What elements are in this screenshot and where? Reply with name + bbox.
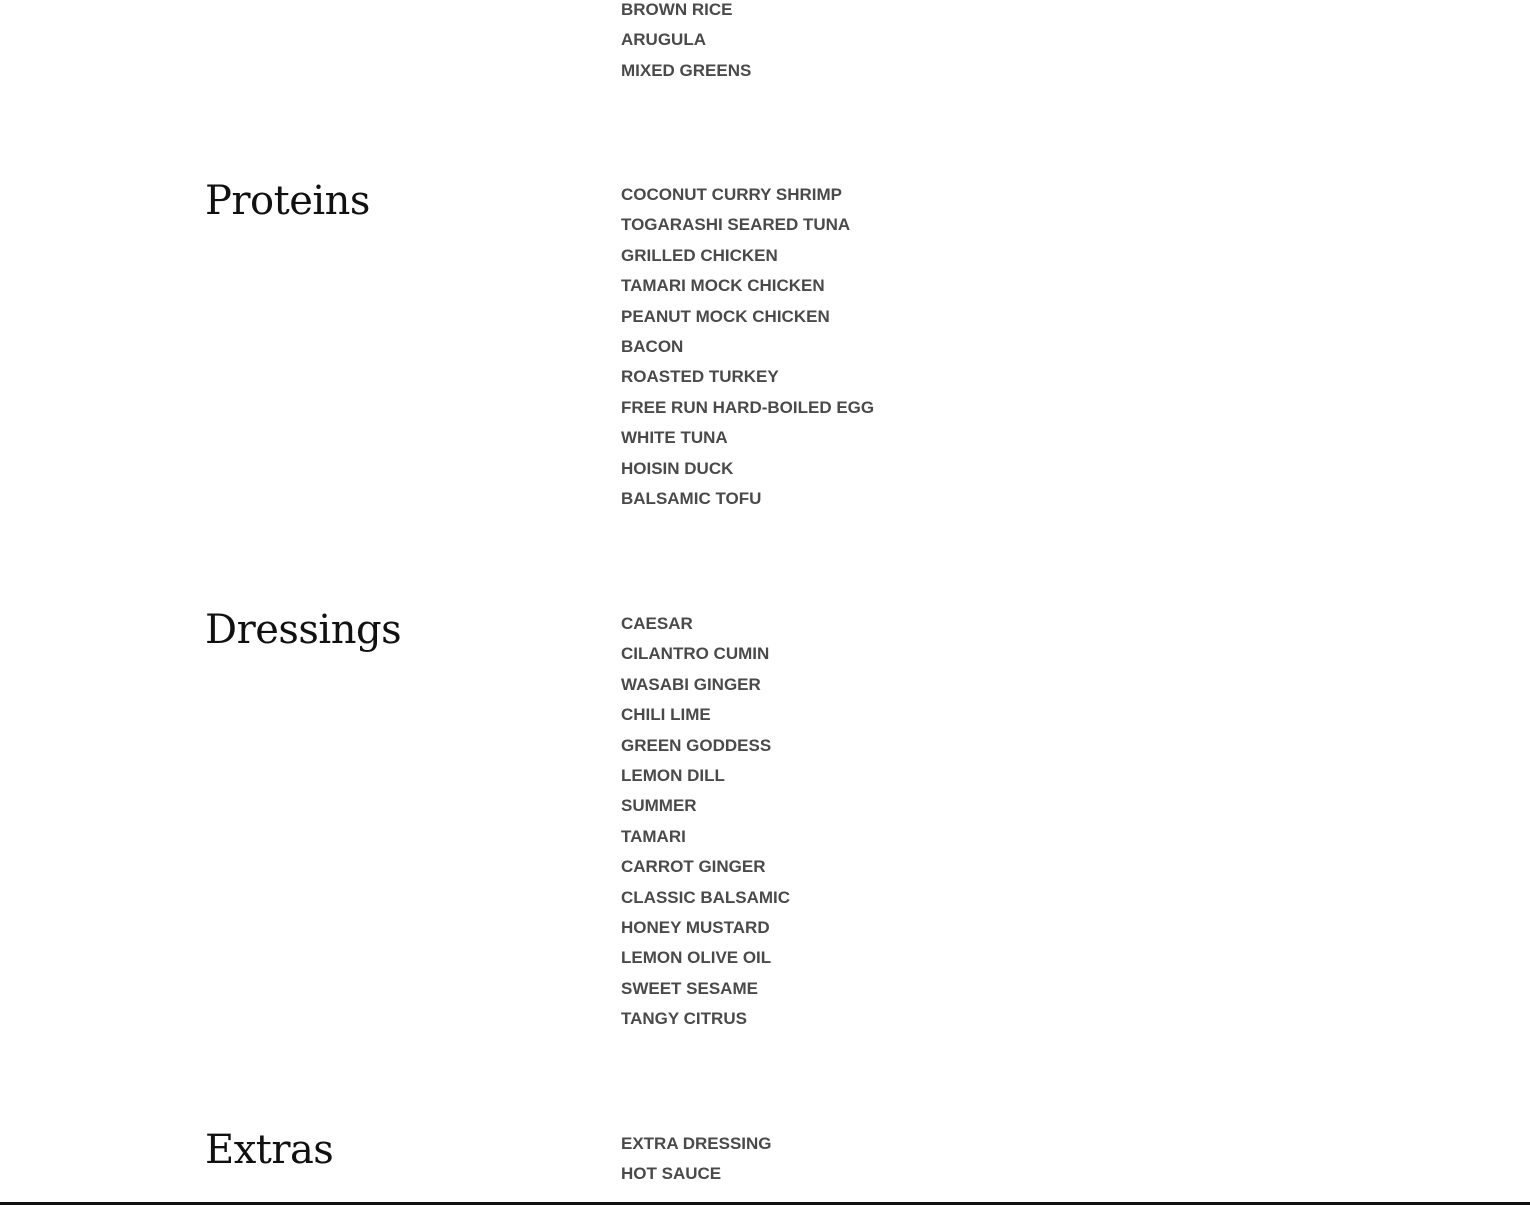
list-item: ARUGULA — [621, 30, 706, 50]
list-item: CAESAR — [621, 614, 693, 633]
list-item: LEMON OLIVE OIL — [621, 948, 772, 968]
list-item: PEANUT MOCK CHICKEN — [621, 306, 830, 326]
list-item: HOT SAUCE — [621, 1164, 722, 1184]
list-item: WHITE TUNA — [621, 428, 728, 448]
list-item: CHILI LIME — [621, 705, 711, 725]
list-item: ROASTED TURKEY — [621, 367, 779, 387]
dressings-heading: Dressings — [205, 607, 402, 653]
list-item: CILANTRO CUMIN — [621, 644, 770, 664]
list-item: EXTRA DRESSING — [621, 1134, 772, 1153]
dressings-list — [621, 609, 790, 1034]
list-item: BALSAMIC TOFU — [621, 488, 762, 508]
list-item: COCONUT CURRY SHRIMP — [621, 185, 843, 204]
list-item: TAMARI MOCK CHICKEN — [621, 276, 825, 296]
list-item: GRILLED CHICKEN — [621, 245, 778, 265]
list-item: CARROT GINGER — [621, 857, 766, 877]
list-item: TAMARI — [621, 826, 686, 846]
list-item: SWEET SESAME — [621, 978, 758, 998]
list-item: SUMMER — [621, 796, 697, 816]
proteins-list — [621, 180, 874, 514]
extras-list — [621, 1129, 772, 1190]
list-item: HOISIN DUCK — [621, 458, 734, 478]
list-item: WASABI GINGER — [621, 674, 761, 694]
list-item: LEMON DILL — [621, 765, 725, 785]
extras-heading: Extras — [205, 1127, 334, 1173]
list-item: TANGY CITRUS — [621, 1009, 747, 1029]
bases-list — [621, 0, 751, 86]
list-item: FREE RUN HARD-BOILED EGG — [621, 397, 875, 417]
proteins-heading: Proteins — [205, 178, 370, 224]
list-item: CLASSIC BALSAMIC — [621, 887, 791, 907]
list-item: BACON — [621, 336, 684, 356]
list-item: TOGARASHI SEARED TUNA — [621, 215, 851, 235]
list-item: MIXED GREENS — [621, 60, 752, 80]
list-item: GREEN GODDESS — [621, 735, 772, 755]
list-item: HONEY MUSTARD — [621, 917, 770, 937]
list-item: BROWN RICE — [621, 0, 733, 19]
